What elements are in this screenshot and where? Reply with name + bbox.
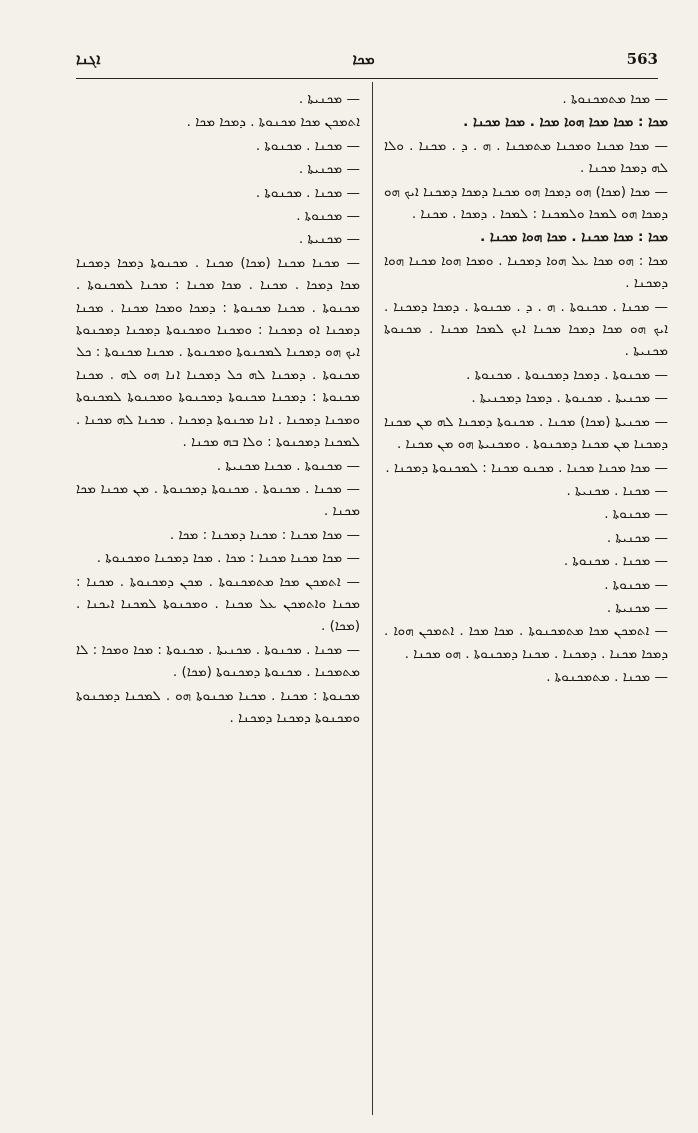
dictionary-entry: — ܡܟܢܐ . ܡܟܢܘܬܐ . ܡܟܢܝܬܐ . ܡܟܢܘܬܐ : ܡܟܐ ܘܡܟܐ : ܠܐ ܡܬܡܟܢܐ . ܡܟܢܘܬܐ ܕܡܟܢܘܬܐ (ܡܟܐ) . [76, 641, 360, 681]
dictionary-entry: — ܡܟܢܝܬܐ . ܡܟܢܘܬܐ . ܕܡܟܐ ܕܡܟܢܝܬܐ . [471, 390, 668, 407]
page-number: 563 [626, 50, 658, 68]
running-head-center: ܡܟܐ [352, 50, 375, 68]
dictionary-entry: — ܡܟܢܘܬܐ . [296, 208, 360, 225]
page-header [76, 44, 658, 74]
right-column [384, 88, 668, 1115]
dictionary-entry: — ܡܟܢܘܬܐ . ܡܟܢܐ ܡܟܢܝܬܐ . [216, 457, 360, 474]
column-divider [372, 82, 373, 1115]
dictionary-entry: — ܡܟܢܐ . ܡܟܢܘܬܐ . [255, 184, 360, 201]
running-head-left: ܐܓܢܐ [76, 50, 101, 68]
dictionary-entry: — ܡܟܢܘܬܐ . [604, 576, 668, 593]
dictionary-entry: — ܡܟܢܝܬܐ . [606, 599, 668, 616]
dictionary-entry: — ܡܟܢܐ . ܡܟܢܘܬܐ . ܡܟܢܘܬܐ ܕܡܟܢܘܬܐ . ܡܢ ܡܟܢܐ ܡܟܐ ܡܟܢܐ . [76, 480, 360, 520]
dictionary-entry: — ܡܟܢܘܬܐ . ܕܡܟܐ ܕܡܟܢܘܬܐ . ܡܟܢܘܬܐ . [466, 366, 668, 383]
dictionary-entry: ܡܟܢܘܬܐ : ܡܟܢܐ . ܡܟܢܐ ܡܟܢܘܬܐ ܗܘ . ܠܡܟܢܐ ܕܡܟܢܘܬܐ ܘܡܟܢܘܬܐ ܕܡܟܢܐ ܕܡܟܢܐ . [76, 687, 360, 726]
dictionary-entry: — ܡܟܢܝܬܐ (ܡܟܐ) ܡܟܢܐ . ܡܟܢܘܬܐ ܕܡܟܢܐ ܠܗ ܡܢ ܡܟܢܐ ܕܡܟܢܐ ܡܢ ܡܟܢܐ ܕܡܟܢܘܬܐ . ܘܡܟܢܝܬܐ ܗܘ ܡܢ ܡܟܢܐ . [384, 413, 668, 453]
dictionary-entry: ܡܟܐ : ܗܘ ܡܟܐ ܥܠ ܗܘܐ ܕܡܟܢܐ . ܘܡܟܐ ܗܘܐ ܡܟܢܐ ܗܘܐ ܕܡܟܢܐ . [384, 252, 668, 292]
dictionary-entry: ܡܟܐ : ܡܟܐ ܡܟܢܐ . ܡܟܐ ܗܘܐ ܡܟܢܐ . [480, 229, 668, 246]
dictionary-entry: — ܡܟܢܝܬܐ . [606, 529, 668, 546]
dictionary-entry: — ܡܟܢܝܬܐ . [298, 161, 360, 178]
dictionary-entry: — ܡܟܐ ܡܬܡܟܢܘܬܐ . [562, 91, 668, 107]
dictionary-entry: — ܡܟܐ ܡܟܢܐ ܡܟܢܐ . ܡܟܢܘ ܡܟܢܐ : ܠܡܟܢܘܬܐ ܕܡܟܢܐ . [385, 459, 668, 476]
dictionary-entry: — ܡܟܢܐ ܡܟܢܐ (ܡܟܐ) ܡܟܢܐ . ܡܟܢܘܬܐ ܕܡܟܐ ܕܡܟܢܐ ܡܟܐ ܕܡܟܐ . ܡܟܢܐ . ܡܟܐ ܡܟܢܐ : ܡܟܢܐ ܠܡܟܢܘܬܐ . ܡܟܢܘܬܐ . ܡܟܢܐ ܡܟܢܘܬܐ : ܕܡܟܐ ܘܡܟܐ ܡܟܢܐ . ܡܟܢܐ ܕܡܟܢܐ ܐܘ ܕܡܟܢܐ : ܘܡܟܢܐ ܘܡܟܢܘܬܐ ܕܡܟܢܐ ܕܡܟܢܘܬܐ ܐܝܟ ܗܘ ܕܡܟܢܐ ܠܡܟܢܘܬܐ ܘܡܟܢܘܬܐ . ܡܟܢܐ ܡܟܢܘܬܐ : ܟܠ ܡܟܢܘܬܐ . ܕܡܟܢܐ ܠܗ ܟܠ ܕܡܟܢܐ ܐܢܐ ܗܘ ܠܗ . ܡܟܢܐ ܡܟܢܘܬܐ : ܕܡܟܢܐ ܡܟܢܘܬܐ ܕܡܟܢܘܬܐ ܘܡܟܢܘܬܐ ܠܡܟܢܘܬܐ ܘܡܟܢܐ ܕܡܟܢܐ . ܐܢܐ ܡܟܢܘܬܐ ܕܡܟܢܐ . ܡܟܢܐ ܠܗ ܡܟܢܐ . ܠܡܟܢܐ ܕܡܟܢܘܬܐ : ܘܠܐ ܒܗ ܡܟܢܐ . [76, 254, 360, 451]
dictionary-entry: — ܡܟܢܐ . ܡܟܢܘܬܐ . [563, 553, 668, 570]
dictionary-entry: ܐܬܡܟܢ ܡܟܐ ܡܟܢܘܬܐ . ܕܡܟܐ ܡܟܐ . [186, 114, 360, 131]
dictionary-entry: — ܡܟܢܝܬܐ . [298, 231, 360, 248]
dictionary-entry: ܡܟܐ : ܡܟܐ ܡܟܐ ܗܘܐ ܡܟܐ . ܡܟܐ ܡܟܢܐ . [463, 114, 668, 131]
dictionary-entry: — ܡܟܐ ܡܟܢܐ : ܡܟܢܐ ܕܡܟܢܐ : ܡܟܐ . [169, 526, 360, 543]
dictionary-entry: — ܡܟܐ ܡܟܢܐ ܘܡܟܢܐ ܡܬܡܟܢܐ . ܗ . ܕ . ܡܟܢܐ . ܘܠܐ ܠܗ ܕܡܟܐ ܡܟܢܐ . [384, 137, 668, 177]
dictionary-entry: — ܐܬܡܟܢ ܡܟܐ ܡܬܡܟܢܘܬܐ . ܡܟܐ ܡܟܐ . ܐܬܡܟܢ ܗܘܐ . ܕܡܟܐ ܡܟܢܐ . ܕܡܟܢܐ . ܡܟܢܐ ܕܡܟܢܘܬܐ . ܗܘ ܡܟܢܐ . [384, 623, 668, 662]
dictionary-entry: — ܡܟܐ ܡܟܢܐ ܡܟܢܐ : ܡܟܐ . ܡܟܐ ܕܡܟܢܐ ܘܡܟܢܘܬܐ . [96, 550, 360, 567]
dictionary-entry: — ܡܟܢܘܬܐ . [604, 506, 668, 523]
dictionary-entry: — ܡܟܢܐ . ܡܟܢܘܬܐ . [255, 137, 360, 154]
dictionary-entry: — ܡܟܢܐ . ܡܬܡܟܢܘܬܐ . [546, 669, 668, 686]
header-rule [76, 78, 658, 79]
dictionary-entry: — ܐܬܡܟܢ ܡܟܐ ܡܬܡܟܢܘܬܐ . ܡܟܢ ܕܡܟܢܘܬܐ . ܡܟܢܐ : ܡܟܢܐ ܘܐܬܡܟܢ ܥܠ ܡܟܢܐ . ܘܡܟܢܘܬܐ ܠܡܟܢܐ ܐܝܟܢܐ . (ܡܟܐ) . [76, 573, 360, 635]
left-column [76, 88, 360, 1115]
dictionary-entry: — ܡܟܢܝܬܐ . [298, 91, 360, 107]
dictionary-entry: — ܡܟܢܐ . ܡܟܢܘܬܐ . ܗ . ܕ . ܡܟܢܘܬܐ . ܕܡܟܐ ܕܡܟܢܐ . ܐܝܟ ܗܘ ܡܟܐ ܕܡܟܐ ܡܟܢܐ ܐܝܟ ܠܡܟܐ ܡܟܢܐ . ܡܟܢܘܬܐ ܡܟܢܝܬܐ . [384, 298, 668, 360]
dictionary-entry: — ܡܟܐ (ܡܟܐ) ܗܘ ܕܡܟܐ ܗܘ ܡܟܢܐ ܕܡܟܐ ܕܡܟܢܐ ܐܝܟ ܗܘ ܕܡܟܐ ܗܘ ܠܡܟܐ ܘܠܡܟܢܐ : ܠܡܟܐ . ܕܡܟܐ . ܡܟܢܐ . [384, 183, 668, 223]
dictionary-entry: — ܡܟܢܐ . ܡܟܢܝܬܐ . [566, 482, 668, 499]
